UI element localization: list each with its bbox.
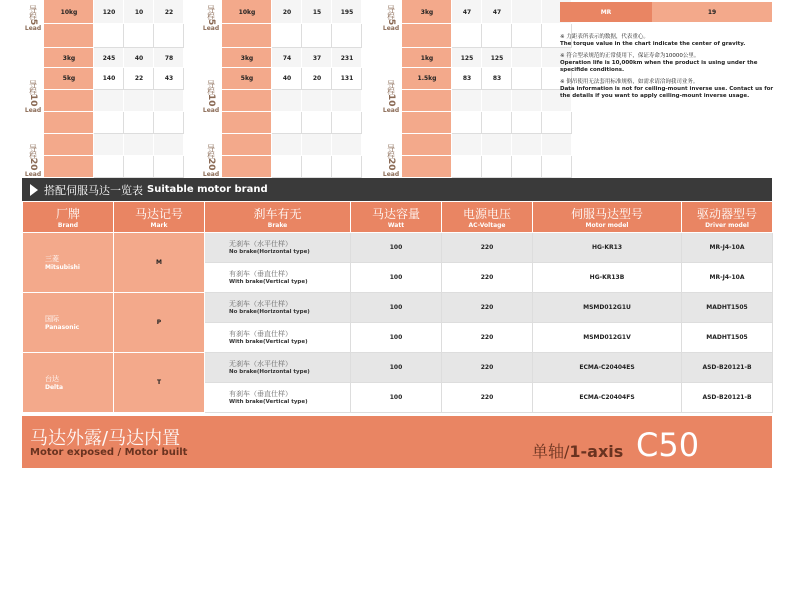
table-cell: 5kg <box>62 74 76 82</box>
brake-type: 无刹车（水平仕样） No brake(Horizontal type) <box>205 353 351 383</box>
motor-cell: MSMD012G1U <box>533 293 682 323</box>
brake-type: 无刹车（水平仕样） No brake(Horizontal type) <box>205 293 351 323</box>
watt-cell: 100 <box>351 353 442 383</box>
table-cell: 195 <box>340 8 354 16</box>
panel-1 <box>22 0 192 178</box>
table-cell: 37 <box>312 54 322 62</box>
notes <box>560 34 775 105</box>
grid-cell <box>44 156 94 178</box>
grid-cell <box>512 24 542 48</box>
table-row <box>23 233 773 263</box>
lead-label: 导程 20 Lead <box>24 144 42 178</box>
motor-cell: HG-KR13B <box>533 263 682 293</box>
lead-label: 导程 10 Lead <box>24 80 42 114</box>
panel-2 <box>200 0 372 178</box>
table-cell: 131 <box>340 74 354 82</box>
grid-cell <box>124 156 154 178</box>
grid-cell <box>272 112 302 134</box>
table-cell: 15 <box>312 8 322 16</box>
grid-cell <box>512 68 542 90</box>
table-cell: 1.5kg <box>417 74 437 82</box>
driver-cell: ASD-B20121-B <box>682 353 773 383</box>
arrow-right-icon <box>30 184 38 196</box>
grid-cell <box>94 134 124 156</box>
grid-cell <box>154 112 184 134</box>
table-row <box>23 353 773 383</box>
lead-label: 导程 20 Lead <box>202 144 220 178</box>
table-cell: 20 <box>282 8 292 16</box>
lead-label: 导程 20 Lead <box>382 144 400 178</box>
driver-cell: MR-J4-10A <box>682 263 773 293</box>
table-cell: 10 <box>134 8 144 16</box>
table-cell: 83 <box>492 74 502 82</box>
grid-cell <box>44 112 94 134</box>
grid-cell <box>512 90 542 112</box>
table-cell: 120 <box>102 8 116 16</box>
footer-title-en: Motor exposed / Motor built <box>30 447 188 458</box>
header-driver-model: 驱动器型号 Driver model <box>682 202 773 233</box>
table-cell: 1kg <box>420 54 434 62</box>
brand-name: 三菱 Mitsubishi <box>23 233 114 293</box>
grid-cell <box>302 134 332 156</box>
grid-cell <box>44 24 94 48</box>
table-cell: 125 <box>490 54 504 62</box>
grid-cell <box>94 112 124 134</box>
table-cell: 47 <box>462 8 472 16</box>
brake-type: 有刹车（垂直仕样） With brake(Vertical type) <box>205 263 351 293</box>
grid-cell <box>154 90 184 112</box>
table-row <box>23 293 773 323</box>
grid-cell <box>482 112 512 134</box>
table-cell: 3kg <box>420 8 434 16</box>
table-cell: 3kg <box>62 54 76 62</box>
grid-cell <box>402 112 452 134</box>
note-3: ※ 倒吊使用无法套用标准规格，如需求请洽询我司业务。 Data information is not for ceiling-mount inverse use. Contact us for the details if you want to apply ceiling-mount inverse usage. <box>560 79 774 99</box>
driver-cell: MADHT1505 <box>682 293 773 323</box>
motor-cell: ECMA-C20404FS <box>533 383 682 413</box>
volt-cell: 220 <box>442 233 533 263</box>
grid-cell <box>402 156 452 178</box>
table-cell: 10kg <box>238 8 256 16</box>
table-cell: 10kg <box>60 8 78 16</box>
lead-label: 导程 5 Lead <box>202 4 220 32</box>
grid-cell <box>272 24 302 48</box>
grid-cell <box>452 24 482 48</box>
grid-cell <box>272 156 302 178</box>
table-cell: 43 <box>164 74 174 82</box>
watt-cell: 100 <box>351 233 442 263</box>
driver-cell: MADHT1505 <box>682 323 773 353</box>
grid-cell <box>512 48 542 68</box>
grid-cell <box>332 90 362 112</box>
band-title-zh: 搭配伺服马达一览表 <box>44 183 143 197</box>
grid-cell <box>482 134 512 156</box>
grid-cell <box>482 24 512 48</box>
grid-cell <box>542 156 572 178</box>
grid-cell <box>542 112 572 134</box>
header-motor-model: 伺服马达型号 Motor model <box>533 202 682 233</box>
grid-cell <box>154 24 184 48</box>
volt-cell: 220 <box>442 293 533 323</box>
grid-cell <box>452 134 482 156</box>
header-mark: 马达记号 Mark <box>114 202 205 233</box>
header-watt: 马达容量 Watt <box>351 202 442 233</box>
grid-cell <box>542 134 572 156</box>
driver-cell: MR-J4-10A <box>682 233 773 263</box>
motor-mark: M <box>114 233 205 293</box>
table-cell: 22 <box>164 8 174 16</box>
table-cell: 78 <box>164 54 174 62</box>
watt-cell: 100 <box>351 323 442 353</box>
table-header-row <box>23 202 773 233</box>
lead-label: 导程 10 Lead <box>202 80 220 114</box>
brake-type: 有刹车（垂直仕样） With brake(Vertical type) <box>205 323 351 353</box>
table-cell: 3kg <box>240 54 254 62</box>
table-cell: 83 <box>462 74 472 82</box>
note-2: ※ 符合型录规范的正常使用下，保证寿命为10000公里。 Operation life is 10,000km when the product is using under the specifide conditions. <box>560 53 758 73</box>
brand-name: 国际 Panasonic <box>23 293 114 353</box>
grid-cell <box>302 90 332 112</box>
motor-cell: MSMD012G1V <box>533 323 682 353</box>
grid-cell <box>512 134 542 156</box>
grid-cell <box>482 90 512 112</box>
grid-cell <box>512 112 542 134</box>
grid-cell <box>302 156 332 178</box>
grid-cell <box>124 24 154 48</box>
grid-cell <box>222 90 272 112</box>
model-name: C50 <box>636 426 700 464</box>
grid-cell <box>44 134 94 156</box>
motor-brand-band <box>22 178 772 201</box>
motor-cell: ECMA-C20404ES <box>533 353 682 383</box>
footer-banner <box>22 416 772 468</box>
grid-cell <box>402 134 452 156</box>
table-cell: 245 <box>102 54 116 62</box>
table-cell: 47 <box>492 8 502 16</box>
brake-type: 有刹车（垂直仕样） With brake(Vertical type) <box>205 383 351 413</box>
brake-type: 无刹车（水平仕样） No brake(Horizontal type) <box>205 233 351 263</box>
panel-3 <box>380 0 550 178</box>
grid-cell <box>272 134 302 156</box>
grid-cell <box>452 156 482 178</box>
table-cell: 40 <box>134 54 144 62</box>
grid-cell <box>222 24 272 48</box>
watt-cell: 100 <box>351 383 442 413</box>
volt-cell: 220 <box>442 263 533 293</box>
table-cell: 40 <box>282 74 292 82</box>
volt-cell: 220 <box>442 383 533 413</box>
motor-brand-table <box>22 201 773 413</box>
grid-cell <box>512 156 542 178</box>
footer-title-zh: 马达外露/马达内置 <box>30 428 181 449</box>
watt-cell: 100 <box>351 293 442 323</box>
table-cell: 74 <box>282 54 292 62</box>
grid-cell <box>402 90 452 112</box>
grid-cell <box>402 24 452 48</box>
grid-cell <box>124 90 154 112</box>
header-voltage: 电源电压 AC-Voltage <box>442 202 533 233</box>
motor-mark: T <box>114 353 205 413</box>
grid-cell <box>222 112 272 134</box>
grid-cell <box>94 24 124 48</box>
watt-cell: 100 <box>351 263 442 293</box>
motor-mark: P <box>114 293 205 353</box>
driver-cell: ASD-B20121-B <box>682 383 773 413</box>
axis-label: 单轴/1-axis <box>532 442 624 461</box>
mr-label: MR <box>560 2 652 22</box>
volt-cell: 220 <box>442 353 533 383</box>
motor-cell: HG-KR13 <box>533 233 682 263</box>
grid-cell <box>154 134 184 156</box>
volt-cell: 220 <box>442 323 533 353</box>
table-cell: 140 <box>102 74 116 82</box>
table-cell: 5kg <box>240 74 254 82</box>
table-cell: 125 <box>460 54 474 62</box>
grid-cell <box>332 24 362 48</box>
grid-cell <box>302 24 332 48</box>
lead-label: 导程 10 Lead <box>382 80 400 114</box>
header-brake: 刹车有无 Brake <box>205 202 351 233</box>
grid-cell <box>332 134 362 156</box>
grid-cell <box>302 112 332 134</box>
mr-value: 19 <box>652 2 772 22</box>
grid-cell <box>94 156 124 178</box>
lead-label: 导程 5 Lead <box>382 4 400 32</box>
note-1: ※ 力距表所表示的数据，代表重心。 The torque value in the chart indicate the center of gravity. <box>560 34 746 47</box>
table-cell: 20 <box>312 74 322 82</box>
header-brand: 厂牌 Brand <box>23 202 114 233</box>
grid-cell <box>512 0 542 24</box>
table-cell: 22 <box>134 74 144 82</box>
grid-cell <box>332 112 362 134</box>
grid-cell <box>222 156 272 178</box>
grid-cell <box>452 112 482 134</box>
grid-cell <box>124 112 154 134</box>
grid-cell <box>154 156 184 178</box>
grid-cell <box>272 90 302 112</box>
grid-cell <box>452 90 482 112</box>
grid-cell <box>94 90 124 112</box>
grid-cell <box>124 134 154 156</box>
brand-name: 台达 Delta <box>23 353 114 413</box>
table-cell: 231 <box>340 54 354 62</box>
band-title-en: Suitable motor brand <box>147 184 268 195</box>
grid-cell <box>482 156 512 178</box>
lead-label: 导程 5 Lead <box>24 4 42 32</box>
grid-cell <box>222 134 272 156</box>
grid-cell <box>332 156 362 178</box>
grid-cell <box>44 90 94 112</box>
